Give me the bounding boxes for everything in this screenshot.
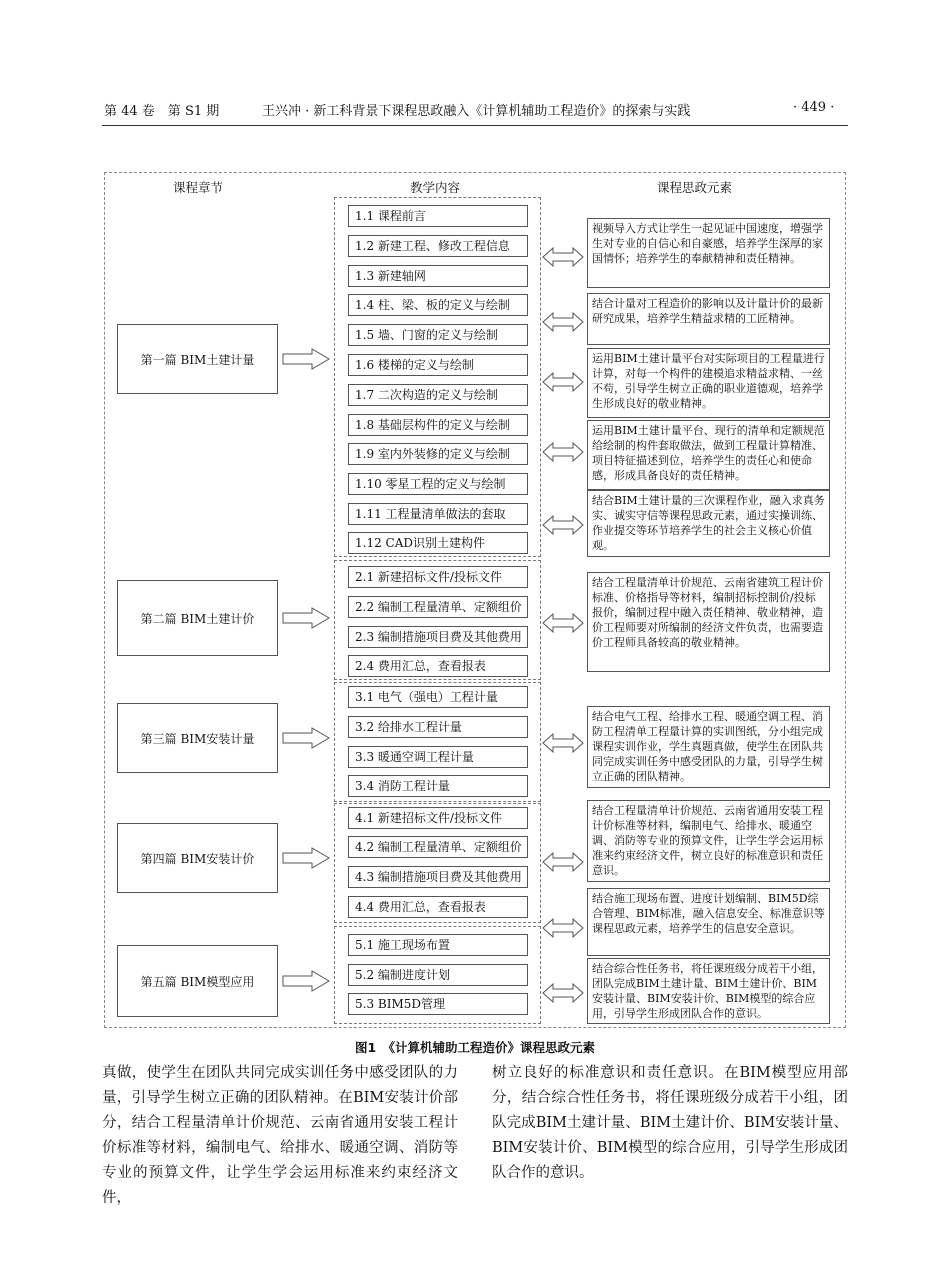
double-arrow-icon bbox=[542, 983, 584, 1003]
header-rule bbox=[102, 125, 848, 126]
double-arrow-icon bbox=[542, 852, 584, 872]
right-arrow-icon bbox=[282, 727, 330, 749]
chapter-box: 第五篇 BIM模型应用 bbox=[117, 945, 278, 1017]
content-item: 3.2 给排水工程计量 bbox=[348, 716, 528, 738]
content-item: 2.4 费用汇总，查看报表 bbox=[348, 655, 528, 677]
content-item: 5.1 施工现场布置 bbox=[348, 934, 528, 956]
chapter-box: 第四篇 BIM安装计价 bbox=[117, 823, 278, 893]
content-item: 3.3 暖通空调工程计量 bbox=[348, 746, 528, 768]
element-box: 视频导入方式让学生一起见证中国速度，增强学生对专业的自信心和自豪感，培养学生深厚的家国情怀；培养学生的奉献精神和责任精神。 bbox=[587, 218, 830, 288]
content-item: 4.2 编制工程量清单、定额组价 bbox=[348, 836, 528, 858]
content-item: 4.3 编制措施项目费及其他费用 bbox=[348, 866, 528, 888]
element-box: 结合电气工程、给排水工程、暖通空调工程、消防工程清单工程量计算的实训图纸，分小组完成课程实训作业，学生真题真做，使学生在团队共同完成实训任务中感受团队的力量，引导学生树立正确的团队精神。 bbox=[587, 706, 830, 788]
column-header-content: 教学内容 bbox=[410, 180, 461, 195]
body-text-right: 树立良好的标准意识和责任意识。在BIM模型应用部分，结合综合性任务书，将任课班级分成若干小组，团队完成BIM土建计量、BIM土建计价、BIM安装计量、BIM安装计价、BIM模型的综合应用，引导学生形成团队合作的意识。 bbox=[492, 1065, 848, 1181]
chapter-box: 第一篇 BIM土建计量 bbox=[117, 324, 278, 394]
content-item: 1.12 CAD识别土建构件 bbox=[348, 532, 528, 554]
content-item: 3.1 电气（强电）工程计量 bbox=[348, 686, 528, 708]
content-item: 1.9 室内外装修的定义与绘制 bbox=[348, 443, 528, 465]
content-item: 4.1 新建招标文件/投标文件 bbox=[348, 807, 528, 829]
column-header-elements: 课程思政元素 bbox=[657, 180, 733, 195]
figure-caption: 图1 《计算机辅助工程造价》课程思政元素 bbox=[355, 1040, 595, 1055]
content-item: 2.1 新建招标文件/投标文件 bbox=[348, 566, 528, 588]
element-box: 结合计量对工程造价的影响以及计量计价的最新研究成果，培养学生精益求精的工匠精神。 bbox=[587, 293, 830, 345]
content-item: 1.5 墙、门窗的定义与绘制 bbox=[348, 324, 528, 346]
double-arrow-icon bbox=[542, 733, 584, 753]
double-arrow-icon bbox=[542, 372, 584, 392]
right-arrow-icon bbox=[282, 970, 330, 992]
header-article-title: 王兴冲 · 新工科背景下课程思政融入《计算机辅助工程造价》的探索与实践 bbox=[262, 104, 691, 119]
chapter-box: 第二篇 BIM土建计价 bbox=[117, 580, 278, 656]
body-text-left: 真做，使学生在团队共同完成实训任务中感受团队的力量，引导学生树立正确的团队精神。在BIM安装计价部分，结合工程量清单计价规范、云南省通用安装工程计价标准等材料，编制电气、给排水、暖通空调、消防等专业的预算文件，让学生学会运用标准来约束经济文件， bbox=[102, 1065, 458, 1206]
content-item: 4.4 费用汇总，查看报表 bbox=[348, 896, 528, 918]
element-box: 结合施工现场布置、进度计划编制、BIM5D综合管理、BIM标准，融入信息安全、标准意识等课程思政元素，培养学生的信息安全意识。 bbox=[587, 888, 830, 956]
content-item: 1.2 新建工程、修改工程信息 bbox=[348, 235, 528, 257]
content-item: 1.6 楼梯的定义与绘制 bbox=[348, 354, 528, 376]
element-box: 结合综合性任务书，将任课班级分成若干小组，团队完成BIM土建计量、BIM土建计价、BIM安装计量、BIM安装计价、BIM模型的综合应用，引导学生形成团队合作的意识。 bbox=[587, 958, 830, 1024]
right-arrow-icon bbox=[282, 847, 330, 869]
content-item: 1.3 新建轴网 bbox=[348, 265, 528, 287]
double-arrow-icon bbox=[542, 247, 584, 267]
element-box: 运用BIM土建计量平台对实际项目的工程量进行计算，对每一个构件的建模追求精益求精、一丝不苟，引导学生树立正确的职业道德观，培养学生形成良好的敬业精神。 bbox=[587, 348, 830, 418]
double-arrow-icon bbox=[542, 918, 584, 938]
content-item: 5.3 BIM5D管理 bbox=[348, 993, 528, 1015]
element-box: 结合工程量清单计价规范、云南省建筑工程计价标准、价格指导等材料，编制招标控制价/投标报价，编制过程中融入责任精神、敬业精神，造价工程师要对所编制的经济文件负责，也需要造价工程师具备较高的敬业精神。 bbox=[587, 572, 830, 672]
header-page-number: · 449 · bbox=[793, 100, 835, 115]
double-arrow-icon bbox=[542, 613, 584, 633]
content-item: 1.1 课程前言 bbox=[348, 205, 528, 227]
content-item: 3.4 消防工程计量 bbox=[348, 775, 528, 797]
content-item: 1.10 零星工程的定义与绘制 bbox=[348, 473, 528, 495]
content-item: 2.3 编制措施项目费及其他费用 bbox=[348, 626, 528, 648]
double-arrow-icon bbox=[542, 515, 584, 535]
double-arrow-icon bbox=[542, 312, 584, 332]
column-header-chapters: 课程章节 bbox=[173, 180, 224, 195]
element-box: 结合工程量清单计价规范、云南省通用安装工程计价标准等材料，编制电气、给排水、暖通空调、消防等专业的预算文件，让学生学会运用标准来约束经济文件，树立良好的标准意识和责任意识。 bbox=[587, 800, 830, 882]
content-item: 2.2 编制工程量清单、定额组价 bbox=[348, 596, 528, 618]
header-volume-issue: 第 44 卷 第 S1 期 bbox=[104, 104, 220, 119]
content-item: 1.4 柱、梁、板的定义与绘制 bbox=[348, 294, 528, 316]
right-arrow-icon bbox=[282, 607, 330, 629]
content-item: 1.8 基础层构件的定义与绘制 bbox=[348, 414, 528, 436]
content-item: 5.2 编制进度计划 bbox=[348, 964, 528, 986]
element-box: 运用BIM土建计量平台、现行的清单和定额规范给绘制的构件套取做法，做到工程量计算精准、项目特征描述到位，培养学生的责任心和使命感，形成具备良好的责任精神。 bbox=[587, 420, 830, 490]
double-arrow-icon bbox=[542, 442, 584, 462]
right-arrow-icon bbox=[282, 348, 330, 370]
content-item: 1.7 二次构造的定义与绘制 bbox=[348, 384, 528, 406]
element-box: 结合BIM土建计量的三次课程作业，融入求真务实、诚实守信等课程思政元素，通过实操训练、作业提交等环节培养学生的社会主义核心价值观。 bbox=[587, 490, 830, 557]
chapter-box: 第三篇 BIM安装计量 bbox=[117, 703, 278, 773]
content-item: 1.11 工程量清单做法的套取 bbox=[348, 503, 528, 525]
